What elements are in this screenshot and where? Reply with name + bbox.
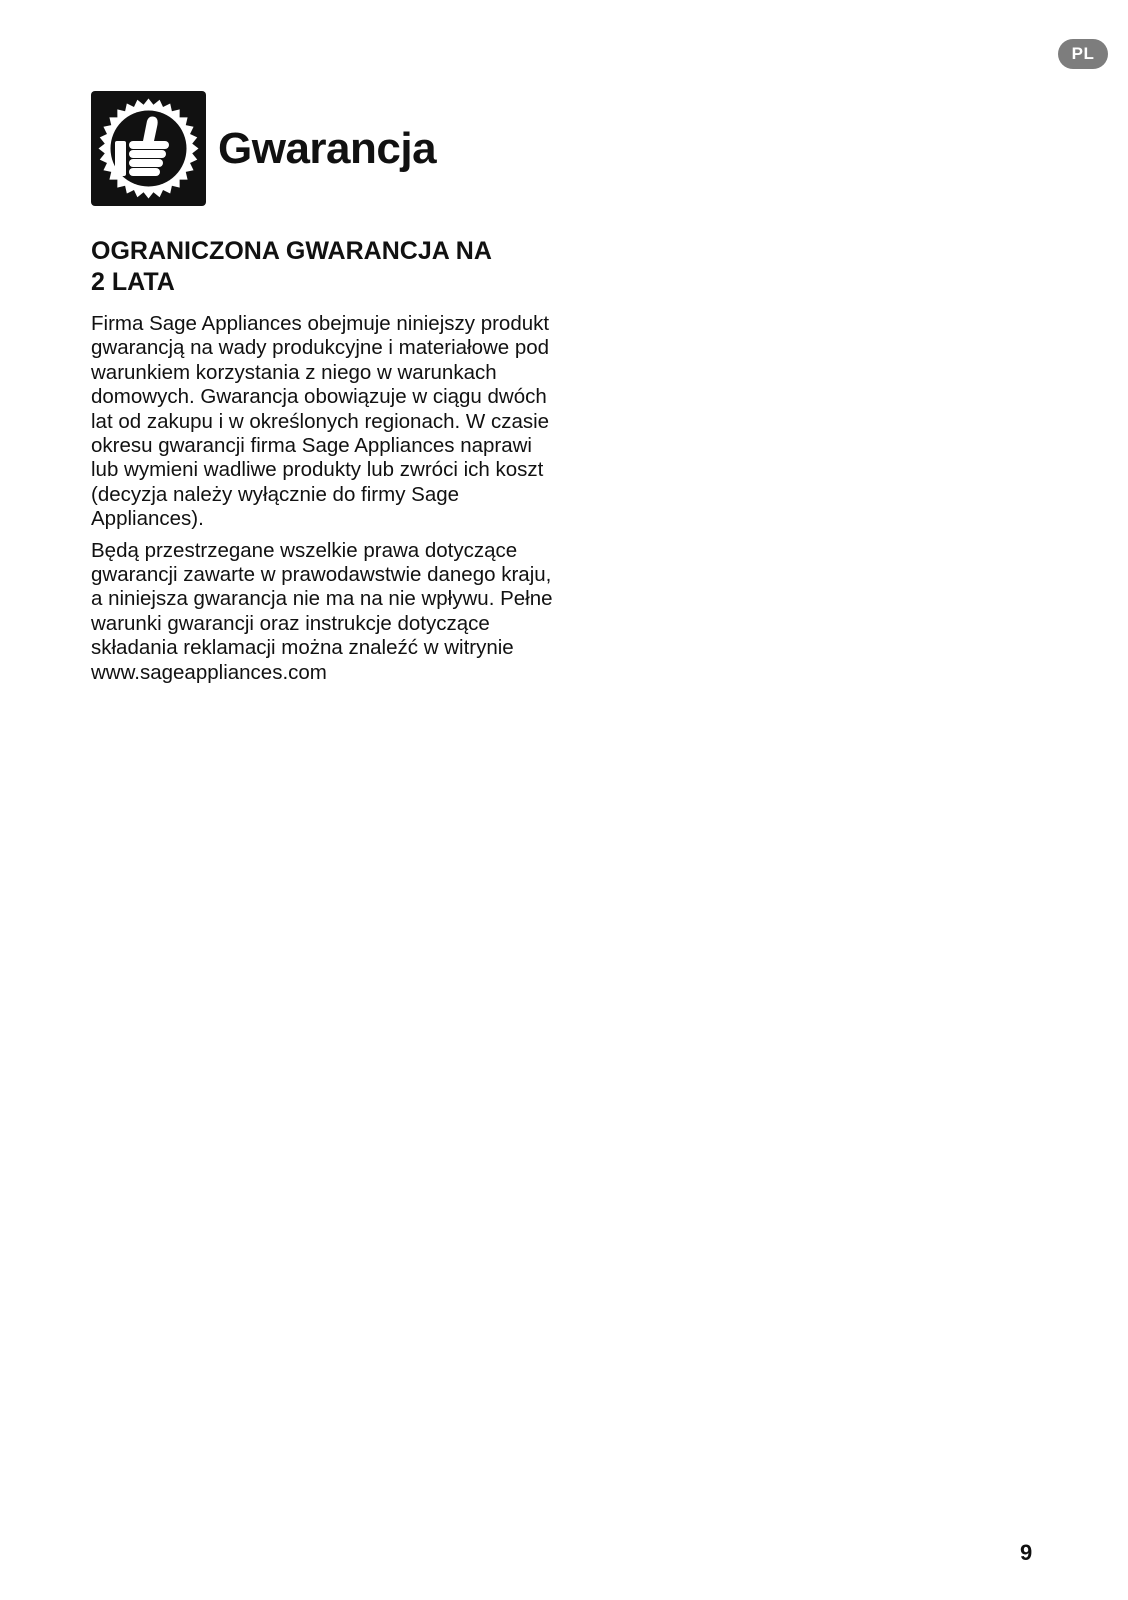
warranty-section	[91, 236, 561, 692]
section-heading-line-2: 2 LATA	[91, 268, 175, 296]
section-heading-line-1: OGRANICZONA GWARANCJA NA	[91, 237, 492, 265]
paragraph-warranty-coverage: Firma Sage Appliances obejmuje niniejszy produkt gwarancją na wady produkcyjne i materiałowe pod warunkiem korzystania z niego w warunkach domowych. Gwarancja obowiązuje w ciągu dwóch lat od zakupu i w określonych regionach. W czasie okresu gwarancji firma Sage Appliances naprawi lub wymieni wadliwe produkty lub zwróci ich koszt (decyzja należy wyłącznie do firmy Sage Appliances).	[91, 312, 550, 531]
page-number: 9	[1020, 1540, 1033, 1565]
finger-shape	[129, 141, 169, 149]
thumbs-up-seal-icon	[91, 91, 206, 206]
cuff-shape	[115, 141, 126, 176]
page-header	[91, 91, 436, 206]
finger-shape	[129, 150, 166, 158]
finger-shape	[129, 159, 163, 167]
paragraph-consumer-rights: Będą przestrzegane wszelkie prawa dotyczące gwarancji zawarte w prawodawstwie danego kraju, a niniejsza gwarancja nie ma na nie wpływu. Pełne warunki gwarancji oraz instrukcje dotyczące składania reklamacji można znaleźć w witrynie www.sageappliances.com	[91, 538, 553, 684]
language-badge: PL	[1058, 39, 1108, 69]
finger-shape	[129, 168, 160, 176]
page-title: Gwarancja	[218, 123, 437, 173]
section-heading	[91, 236, 561, 298]
